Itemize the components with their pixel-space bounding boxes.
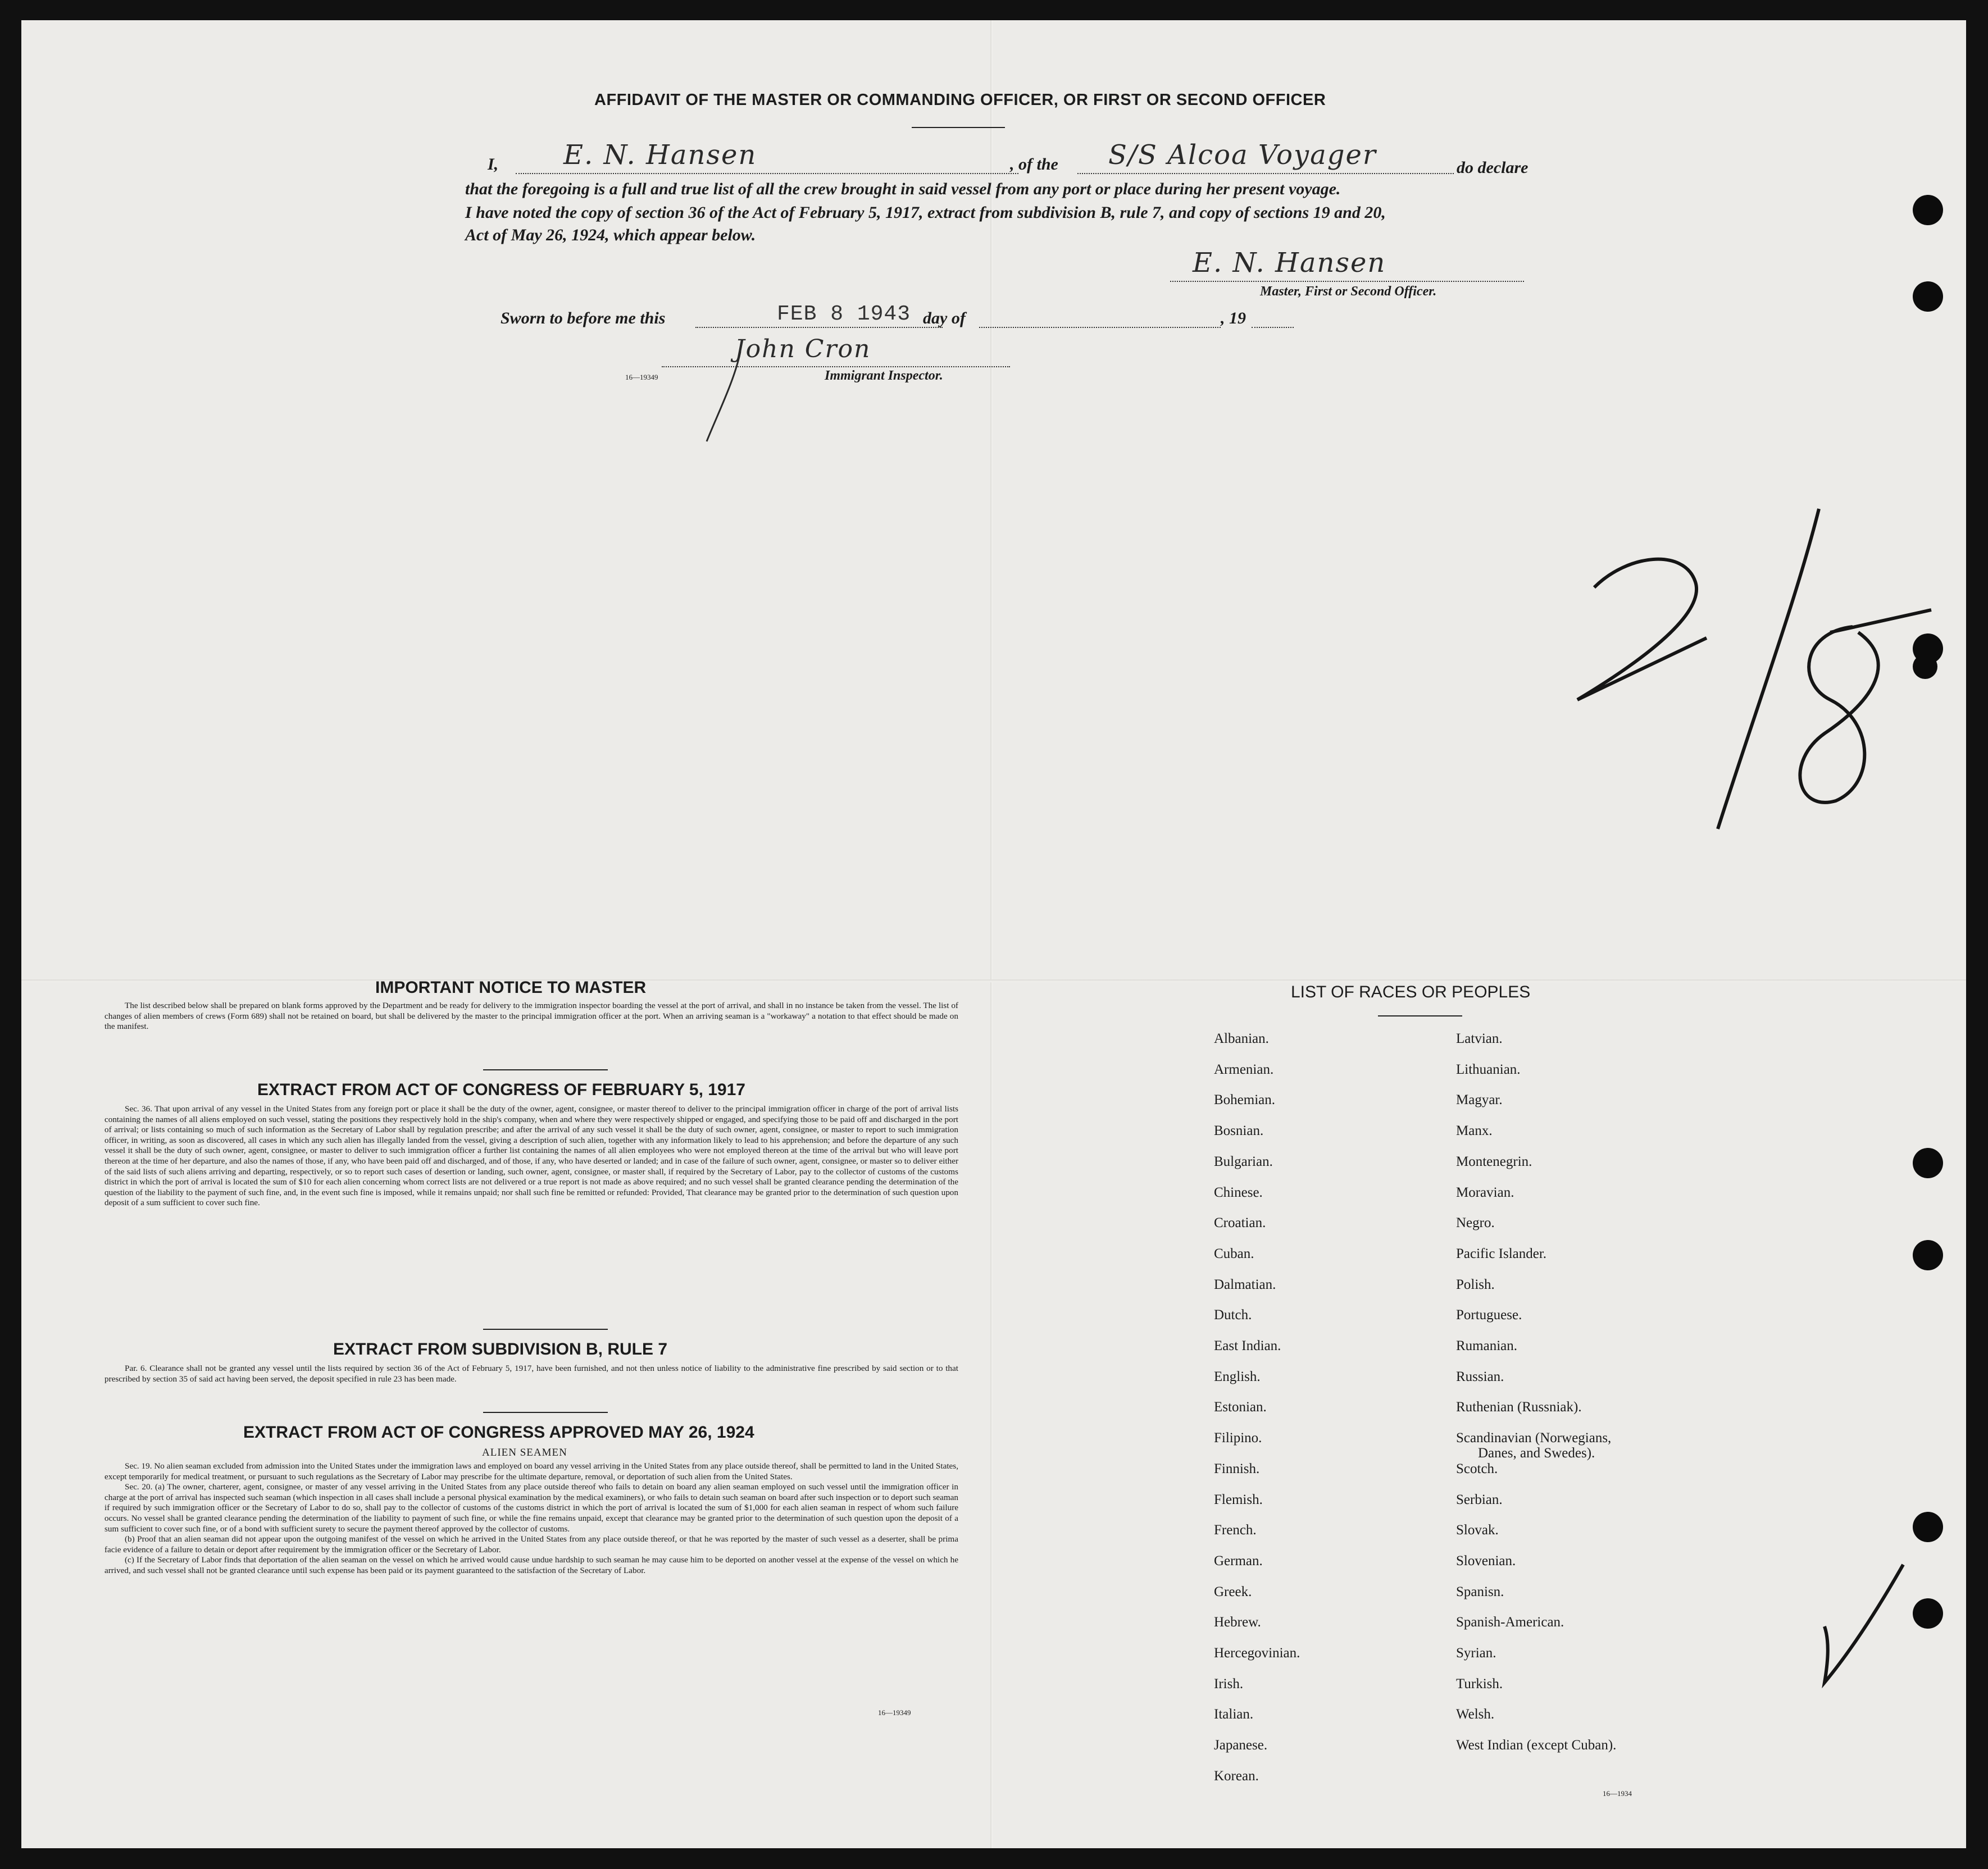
race-item-left: Cuban. [1214, 1246, 1254, 1261]
sec-36-paragraph: Sec. 36. That upon arrival of any vessel in the United States from any foreign port or place it shall be the duty of the owner, agent, consignee, or master thereof to deliver to the principal immigration officer in charge of the port of arrival lists containing the names of all aliens employed on such vessel, stating the positions they respectively hold in the ship's company, when and where they were respectively shipped or engaged, and specifying those to be paid off and discharged in the port of arrival; or lists containing so much of such information as the Secretary of Labor shall by regulation prescribe; and after the arrival of any such vessel it shall be the duty of such owner, agent, consignee, or master to report to such immigration officer, in writing, as soon as discovered, all cases in which any such alien has illegally landed from the vessel, giving a description of such alien, together with any information likely to lead to his apprehension; and before the departure of any such vessel it shall be the duty of such owner, agent, consignee, or master to deliver to such immigration officer a further list containing the names of all alien employees who were not employed thereon at the time of the arrival but who will leave port thereon at the time of her departure, and also the names of those, if any, who have been paid off and discharged, and of those, if any, who have deserted or landed; and in case of the failure of such owner, agent, consignee, or master so to deliver either of the said lists of such aliens arriving and departing, respectively, or so to report such cases of desertion or landing, such owner, agent, consignee, or master shall, if required by the Secretary of Labor, pay to the collector of customs of the customs district in which the port of arrival is located the sum of $10 for each alien concerning whom correct lists are not delivered or a true report is not made as above required; and no such vessel shall be granted clearance pending the determination of the question of the liability to the payment of such fine, and, in the event such fine is imposed, while it remains unpaid; nor shall such fine be remitted or refunded: Provided, That clearance may be granted prior to the determination of such question upon deposit of a sum sufficient to cover such fine. [104, 1104, 958, 1208]
punch-hole [1913, 1148, 1943, 1178]
of-the-label: , of the [1010, 155, 1058, 174]
notice-paragraph: The list described below shall be prepared on blank forms approved by the Department and be ready for delivery to the immigration inspector boarding the vessel at the port of arrival, and shall in no instance be taken from the vessel. The list of changes of alien members of crews (Form 689) shall not be retained on board, but shall be delivered by the master to the principal immigration officer at the port. When an arriving seaman is a "workaway" a notation to that effect should be made on the manifest. [104, 1001, 958, 1032]
race-item-left: Bulgarian. [1214, 1154, 1273, 1169]
title-underline [912, 127, 1005, 128]
master-name-line [516, 173, 1018, 174]
race-item-left: Estonian. [1214, 1400, 1267, 1415]
race-item-right: Portuguese. [1456, 1307, 1522, 1323]
race-item-left: East Indian. [1214, 1338, 1281, 1353]
check-mark [1808, 1559, 1909, 1694]
sec-20c-paragraph: (c) If the Secretary of Labor finds that deportation of the alien seaman on the vessel on which he arrived would cause undue hardship to such seaman he may cause him to be deported on another vessel at the expense of the vessel on which he arrived, and such vessel shall not be granted clearance until such expense has been paid or its payment guaranteed to the satisfaction of the Secretary of Labor. [104, 1555, 958, 1575]
race-item-left: Filipino. [1214, 1430, 1262, 1446]
race-item-right: Spanish-American. [1456, 1615, 1564, 1630]
race-item-left: French. [1214, 1522, 1257, 1538]
race-item-right: Welsh. [1456, 1707, 1495, 1722]
race-item-left: English. [1214, 1369, 1261, 1384]
race-item-right: Scandinavian (Norwegians, [1456, 1430, 1612, 1446]
race-item-right: Turkish. [1456, 1676, 1503, 1692]
extract-rule7-text [104, 1364, 958, 1384]
check-mark-text [21, 20, 22, 21]
punch-hole [1913, 1598, 1943, 1629]
race-item-right: Pacific Islander. [1456, 1246, 1547, 1261]
form-number: 16—19349 [625, 373, 658, 381]
race-item-right: Montenegrin. [1456, 1154, 1532, 1169]
vessel-name-handwritten: S/S Alcoa Voyager [1108, 139, 1377, 171]
race-item-right: Manx. [1456, 1123, 1493, 1139]
race-item-right: Lithuanian. [1456, 1061, 1521, 1077]
punch-hole [1913, 281, 1943, 312]
race-item-right: Serbian. [1456, 1492, 1503, 1507]
extract-1924-text [104, 1461, 958, 1576]
punch-hole [1913, 195, 1943, 225]
inspector-caption: Immigrant Inspector. [825, 368, 943, 383]
race-item-right: Negro. [1456, 1215, 1495, 1231]
race-item-right: Magyar. [1456, 1092, 1503, 1108]
sworn-day-line [695, 327, 943, 328]
extract-1917-title: EXTRACT FROM ACT OF CONGRESS OF FEBRUARY 5, 1917 [257, 1081, 745, 1099]
notice-text [104, 1001, 958, 1032]
date-stamp: FEB 8 1943 [777, 302, 911, 326]
race-item-left: Bosnian. [1214, 1123, 1264, 1139]
race-item-left: Hercegovinian. [1214, 1645, 1300, 1661]
race-item-right: Scotch. [1456, 1461, 1498, 1476]
race-item-right: Rumanian. [1456, 1338, 1518, 1353]
punch-hole [1913, 1512, 1943, 1542]
sec-20b-paragraph: (b) Proof that an alien seaman did not appear upon the outgoing manifest of the vessel on which he arrived in the United States from any place outside thereof, or that he was reported by the master of such vessel as a deserter, shall be prima facie evidence of a failure to detain or deport after requirement by the immigration officer or the Secretary of Labor. [104, 1534, 958, 1555]
affidavit-line-2: that the foregoing is a full and true list of all the crew brought in said vessel from any port or place during her present voyage. [465, 180, 1341, 198]
extract-rule7-title: EXTRACT FROM SUBDIVISION B, RULE 7 [333, 1340, 668, 1359]
race-item-left: Korean. [1214, 1768, 1259, 1784]
race-item-left: Chinese. [1214, 1184, 1263, 1200]
master-caption: Master, First or Second Officer. [1260, 284, 1437, 299]
race-item-left: German. [1214, 1553, 1263, 1569]
sworn-label: Sworn to before me this [501, 309, 666, 327]
affidavit-title: AFFIDAVIT OF THE MASTER OR COMMANDING OFFICER, OR FIRST OR SECOND OFFICER [594, 91, 1326, 109]
fold-line-horizontal [21, 979, 1966, 982]
race-item-left: Irish. [1214, 1676, 1244, 1692]
race-item-right: Syrian. [1456, 1645, 1496, 1661]
master-signature: E. N. Hansen [1193, 247, 1386, 279]
extract-1924-title: EXTRACT FROM ACT OF CONGRESS APPROVED MAY 26, 1924 [243, 1423, 754, 1442]
sec-19-paragraph: Sec. 19. No alien seaman excluded from admission into the United States under the immigration laws and employed on board any vessel arriving in the United States from any place outside thereof, shall be permitted to land in the United States, except temporarily for medical treatment, or pursuant to such regulations as the Secretary of Labor may prescribe for the ultimate departure, removal, or deportation of such alien from the United States. [104, 1461, 958, 1481]
race-item-left: Italian. [1214, 1707, 1254, 1722]
document-sheet [21, 20, 1966, 1848]
extract-1917-text [104, 1104, 958, 1209]
notice-title: IMPORTANT NOTICE TO MASTER [375, 978, 647, 997]
affidavit-line-4: Act of May 26, 1924, which appear below. [465, 226, 756, 244]
inspector-signature: John Cron [735, 335, 871, 363]
declare-label: do declare [1457, 158, 1528, 177]
race-item-right: West Indian (except Cuban). [1456, 1738, 1617, 1753]
race-item-left: Albanian. [1214, 1031, 1269, 1046]
signature-flourish [695, 346, 763, 447]
punch-hole [1913, 1240, 1943, 1270]
race-item-right: Latvian. [1456, 1031, 1503, 1046]
fold-line-vertical [990, 20, 993, 1848]
race-item-left: Finnish. [1214, 1461, 1260, 1476]
race-item-left: Flemish. [1214, 1492, 1263, 1507]
affidavit-line-3: I have noted the copy of section 36 of the Act of February 5, 1917, extract from subdivision B, rule 7, and copy of sections 19 and 20, [465, 203, 1386, 222]
races-title: LIST OF RACES OR PEOPLES [1291, 983, 1531, 1001]
race-item-right: Moravian. [1456, 1184, 1514, 1200]
par-6-paragraph: Par. 6. Clearance shall not be granted any vessel until the lists required by section 36 of the Act of February 5, 1917, have been furnished, and not then unless notice of liability to the administrative fine prescribed by said section or to that prescribed by section 35 of said act having been served, the deposit specified in rule 23 has been made. [104, 1364, 958, 1384]
handwritten-page-number [1561, 498, 1942, 846]
race-item-right: Russian. [1456, 1369, 1504, 1384]
races-title-underline [1378, 1015, 1462, 1016]
i-label: I, [488, 155, 499, 174]
race-item-left: Greek. [1214, 1584, 1252, 1599]
race-item-right: Danes, and Swedes). [1478, 1446, 1595, 1461]
race-item-right: Spanisn. [1456, 1584, 1504, 1599]
section-divider [483, 1069, 608, 1070]
race-item-left: Armenian. [1214, 1061, 1274, 1077]
race-item-left: Dutch. [1214, 1307, 1252, 1323]
race-item-right: Ruthenian (Russniak). [1456, 1400, 1582, 1415]
day-of-label: day of [923, 309, 966, 327]
sec-20a-paragraph: Sec. 20. (a) The owner, charterer, agent, consignee, or master of any vessel arriving in the United States from any place outside thereof who fails to detain on board any alien seaman employed on such vessel until the immigration officer in charge at the port of arrival has inspected such seaman (which inspection in all cases shall include a personal physical examination by the medical examiners), or who fails to detain such seaman on board after such inspection or to deport such seaman if required by such immigration officer or the Secretary of Labor to do so, shall pay to the collector of customs of the customs district in which the port of arrival is located the sum of $1,000 for each alien seaman in respect of whom such failure occurs. No vessel shall be granted clearance pending the determination of the liability to payment of such fine, or while the fine remains unpaid, except that clearance may be granted prior to the determination of such question upon the deposit of a sum sufficient to cover such fine, or of a bond with sufficient surety to secure the payment thereof approved by the collector of customs. [104, 1482, 958, 1534]
race-item-left: Bohemian. [1214, 1092, 1276, 1108]
section-divider [483, 1329, 608, 1330]
sworn-year-line [1252, 327, 1294, 328]
sworn-month-line [979, 327, 1221, 328]
vessel-name-line [1077, 173, 1454, 174]
extract-form-number: 16—19349 [878, 1708, 911, 1717]
race-item-left: Dalmatian. [1214, 1277, 1276, 1292]
race-item-right: Polish. [1456, 1277, 1495, 1292]
race-item-right: Slovak. [1456, 1522, 1499, 1538]
races-form-number: 16—1934 [1603, 1789, 1632, 1798]
race-item-left: Croatian. [1214, 1215, 1266, 1231]
year-label: , 19 [1221, 309, 1246, 327]
race-item-left: Japanese. [1214, 1738, 1268, 1753]
race-item-right: Slovenian. [1456, 1553, 1516, 1569]
section-divider [483, 1412, 608, 1413]
race-item-left: Hebrew. [1214, 1615, 1261, 1630]
master-name-handwritten: E. N. Hansen [563, 139, 757, 171]
master-signature-line [1170, 281, 1524, 282]
alien-seamen-subtitle: ALIEN SEAMEN [482, 1447, 567, 1458]
